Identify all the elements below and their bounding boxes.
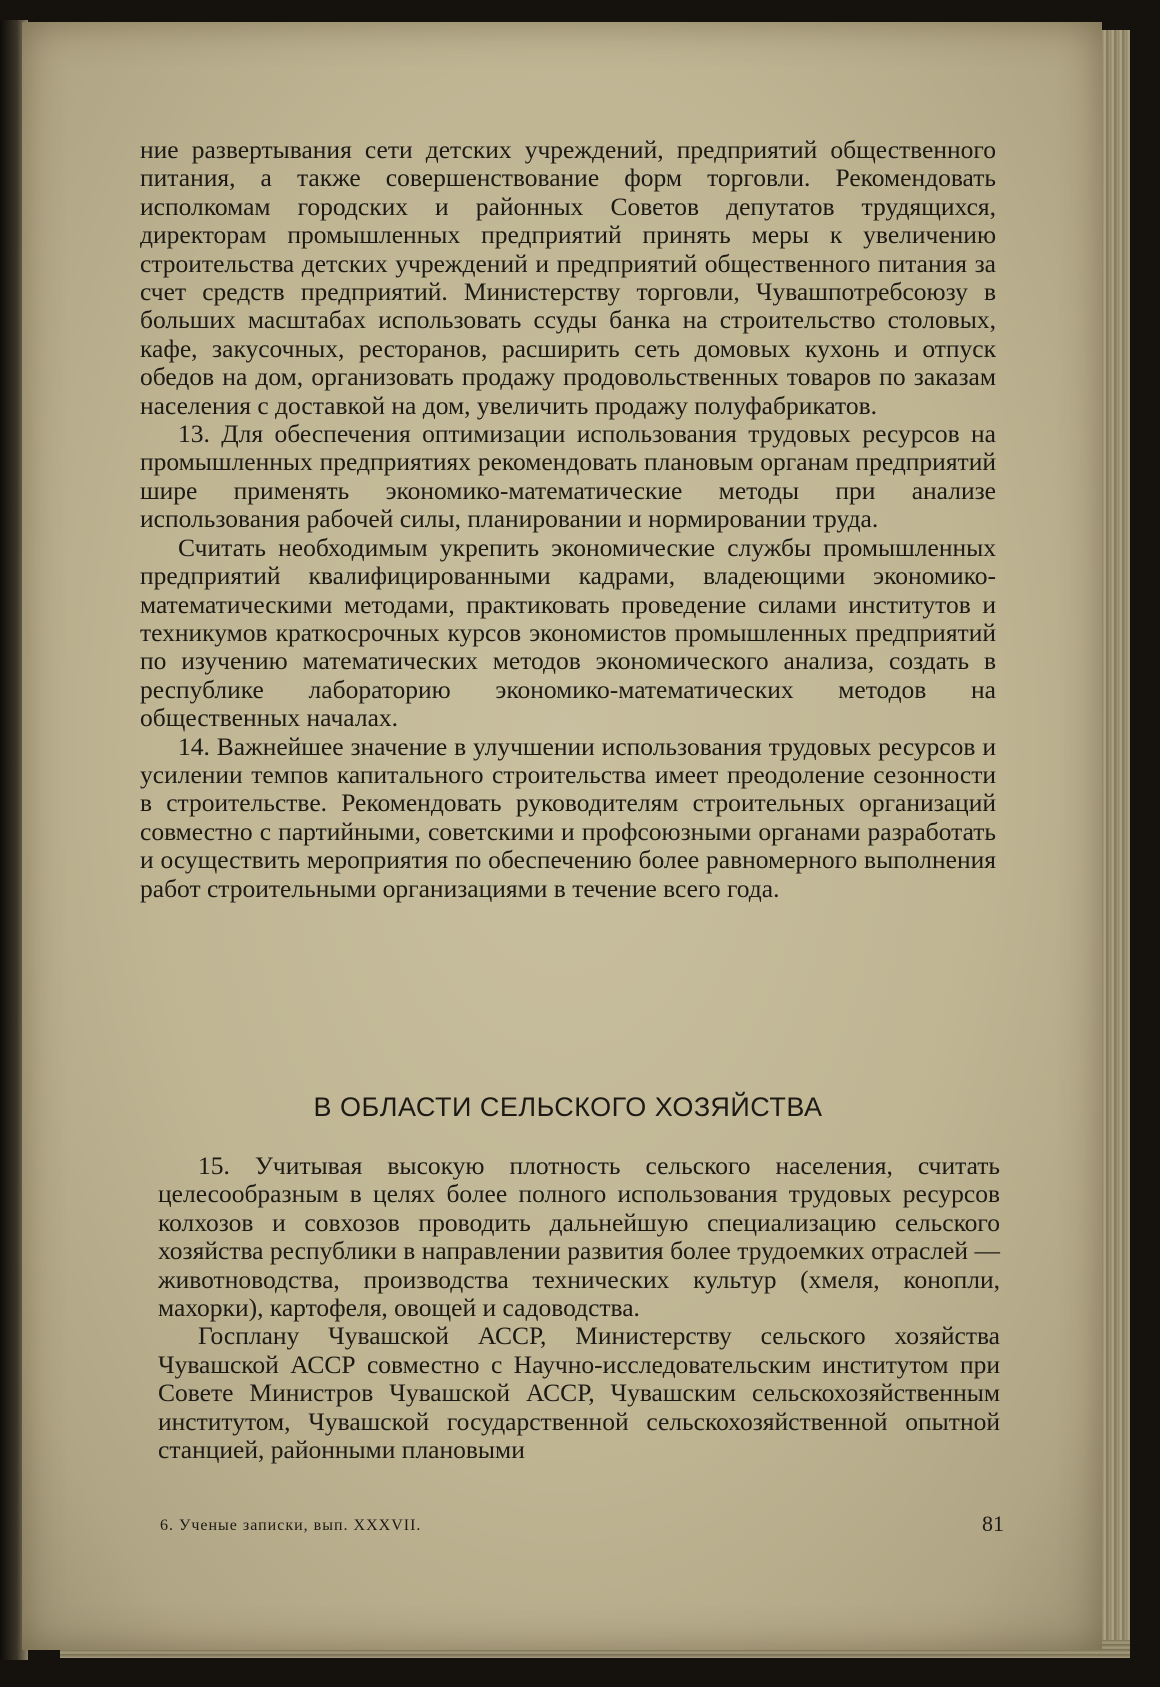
paragraph: Считать необходимым укрепить экономические службы промышленных предприятий квалифицированными кадрами, владеющими экономико-математическими методами, практиковать проведение силами институтов и техникумов краткосрочных курсов экономистов промышленных предприятий по изучению математических методов экономического анализа, создать в республике лабораторию экономико-математических методов на общественных началах. bbox=[140, 532, 996, 733]
paragraph: 14. Важнейшее значение в улучшении использования трудовых ресурсов и усилении темпов капитального строительства имеет преодоление сезонности в строительстве. Рекомендовать руководителям строительных организаций совместно с партийными, советскими и профсоюзными органами разработать и осуществить мероприятия по обеспечению более равномерного выполнения работ строительными организациями в течение всего года. bbox=[140, 731, 996, 903]
paragraph: Госплану Чувашской АССР, Министерству сельского хозяйства Чувашской АССР совместно с Научно-исследовательским институтом при Совете Министров Чувашской АССР, Чувашским сельскохозяйственным институтом, Чувашской государственной сельскохозяйственной опытной станцией, районными плановыми bbox=[158, 1321, 1000, 1465]
paragraph: 13. Для обеспечения оптимизации использования трудовых ресурсов на промышленных предприятиях рекомендовать плановым органам предприятий шире применять экономико-математические методы при анализе использования рабочей силы, планировании и нормировании труда. bbox=[140, 419, 996, 534]
body-text-bottom bbox=[158, 1152, 1000, 1464]
page-number: 81 bbox=[982, 1511, 1004, 1536]
section-heading: В ОБЛАСТИ СЕЛЬСКОГО ХОЗЯЙСТВА bbox=[313, 1092, 823, 1122]
paragraph: ние развертывания сети детских учреждений, предприятий общественного питания, а также совершенствование форм торговли. Рекомендовать исполкомам городских и районных Советов депутатов трудящихся, директорам промышленных предприятий принять меры к увеличению строительства детских учреждений и предприятий общественного питания за счет средств предприятий. Министерству торговли, Чувашпотребсоюзу в больших масштабах использовать ссуды банка на строительство столовых, кафе, закусочных, ресторанов, расширить сеть домовых кухонь и отпуск обедов на дом, организовать продажу продовольственных товаров по заказам населения с доставкой на дом, увеличить продажу полуфабрикатов. bbox=[140, 135, 996, 420]
signature-mark: 6. Ученые записки, вып. XXXVII. bbox=[160, 1517, 422, 1534]
body-text-top bbox=[140, 136, 996, 903]
paragraph: 15. Учитывая высокую плотность сельского населения, считать целесообразным в целях более полного использования трудовых ресурсов колхозов и совхозов проводить дальнейшую специализацию сельского хозяйства республики в направлении развития более трудоемких отраслей — животноводства, производства технических культур (хмеля, конопли, махорки), картофеля, овощей и садоводства. bbox=[158, 1151, 1000, 1323]
